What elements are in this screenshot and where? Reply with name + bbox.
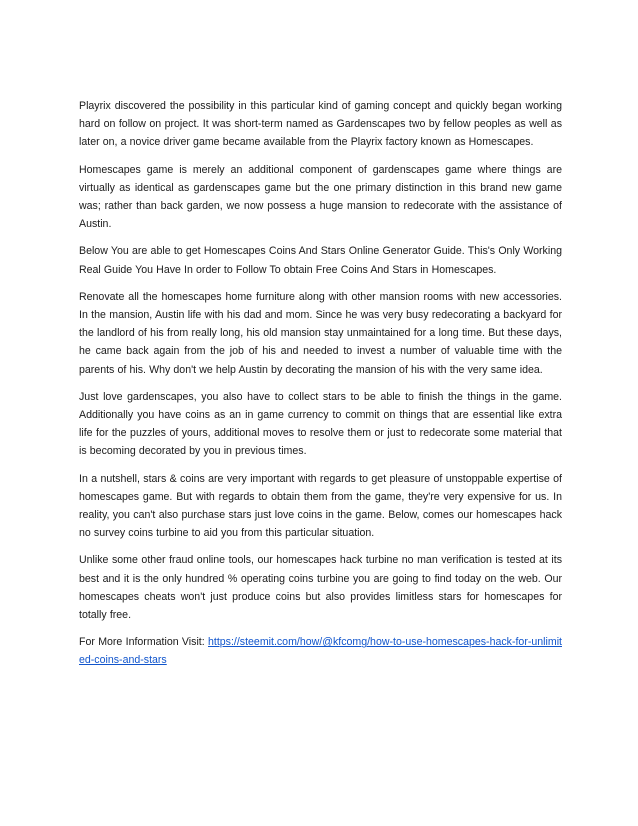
more-info-link[interactable]: https://steemit.com/how/@kfcomg/how-to-use-homescapes-hack-for-unlimited-coins-and-stars bbox=[79, 636, 562, 667]
paragraph: Unlike some other fraud online tools, our homescapes hack turbine no man verification is tested at its best and it is the only hundred % operating coins turbine you are going to find today on the web. Our homescapes cheats won't just produce coins but also provides limitless stars for homescapes for totally free. bbox=[79, 554, 562, 622]
more-info-label: For More Information Visit: bbox=[79, 636, 205, 649]
paragraph: Playrix discovered the possibility in this particular kind of gaming concept and quickly began working hard on follow on project. It was short-term named as Gardenscapes two by fellow peoples as well as later on, a novice driver game became available from the Playrix factory known as Homescapes. bbox=[79, 100, 562, 149]
paragraph: Renovate all the homescapes home furniture along with other mansion rooms with new accessories. In the mansion, Austin life with his dad and mom. Since he was very busy redecorating a backyard for the landlord of his from really long, his old mansion stay unmaintained for a long time. But these days, he came back again from the job of his and needed to invest a number of valuable time with the parents of his. Why don't we help Austin by decorating the mansion of his with the very same idea. bbox=[79, 290, 562, 376]
paragraph: Below You are able to get Homescapes Coins And Stars Online Generator Guide. This's Only Working Real Guide You Have In order to Follow To obtain Free Coins And Stars in Homescapes. bbox=[79, 245, 562, 276]
paragraph: Homescapes game is merely an additional component of gardenscapes game where things are virtually as identical as gardenscapes game but the one primary distinction in this brand new game was; rather than back garden, we now possess a huge mansion to redecorate with the assistance of Austin. bbox=[79, 163, 562, 231]
more-info-paragraph bbox=[79, 633, 562, 669]
paragraph: In a nutshell, stars & coins are very important with regards to get pleasure of unstoppable expertise of homescapes game. But with regards to obtain them from the game, they're very expensive for us. In reality, you can't also purchase stars just love coins in the game. Below, comes our homescapes hack no survey coins turbine to aid you from this particular situation. bbox=[79, 472, 562, 540]
paragraph: Just love gardenscapes, you also have to collect stars to be able to finish the things in the game. Additionally you have coins as an in game currency to commit on things that are essential like extra life for the puzzles of yours, additional moves to resolve them or just to redecorate some material that is becoming decorated by you in previous times. bbox=[79, 390, 562, 458]
